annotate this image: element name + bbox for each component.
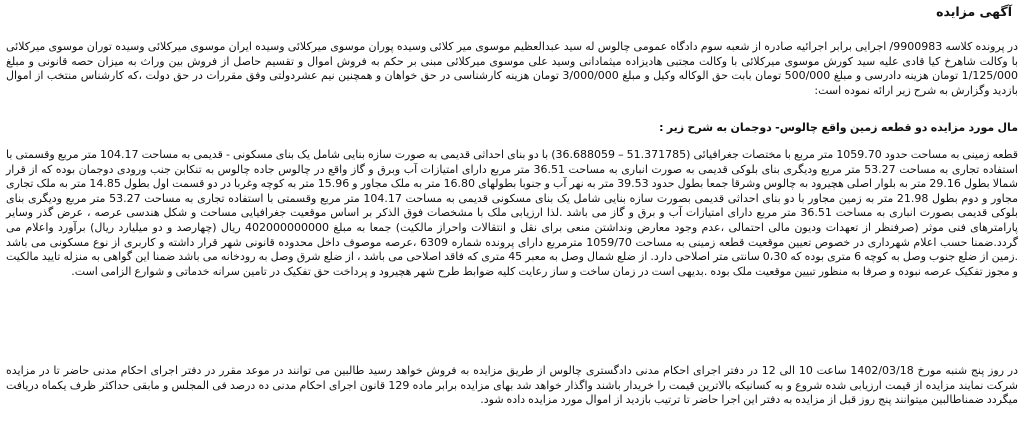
case-description-paragraph: در پرونده کلاسه 9900983/ اجرایی برابر اجرائیه صادره از شعبه سوم دادگاه عمومی چالوس له سید عبدالعظیم موسوی میر کلائی وسیده پوران موسوی میرکلائی وسیده ایران موسوی میرکلائی وسیده توران موسوی میرکلائی با وکالت شاهرخ کیا قادی علیه سید کورش موسوی میرکلائی با وکالت مجتبی هادیزاده میثمادانی وسید علی موسوی میرکلائی مبنی بر حکم به فروش اموال و تقسیم حاصل از فروش بین وراث به میزان حصه قانونی و مبلغ 1/125/000 تومان هزینه دادرسی و مبلغ 500/000 تومان بابت حق الوکاله وکیل و مبلغ 3/000/000 تومان هزینه کارشناسی در حق خواهان و همچنین نیم عشردولتی وفق مقررات در حق دولت ،که کارشناس منتخب از اموال بازدید وگزارش به شرح زیر ارائه نموده است: — [6, 40, 1019, 97]
notice-title: آگهی مزایده — [936, 4, 1012, 19]
property-description-paragraph: قطعه زمینی به مساحت حدود 1059.70 متر مربع با مختصات جغرافیائی (51.371785 – 36.688059) با دو بنای احداثی قدیمی به صورت سازه بنایی شامل یک بنای مسکونی - قدیمی به مساحت 104.17 متر مربع وقسمتی با استفاده تجاری به مساحت 53.27 متر مربع ودیگری بنای بلوکی قدیمی به صورت انباری به مساحت 36.51 متر مربع دارای امتیازات آب وبرق و گاز واقع در چالوس جاده چالوس به تنکابن جنب ورودی دوجمان بوده که از قرار شمالا بطول 29.16 متر به بلوار اصلی هچیرود به چالوس وشرقا جمعا بطول حدود 39.53 متر به نهر آب و جنوبا بطولهای 16.80 متر به ملک مجاور و 15.96 متر به کوچه وغربا در دو قسمت اول بطول 14.85 متر به ملک تجاری مجاور و دوم بطول 21.98 متر به زمین مجاور با دو بنای احداثی قدیمی بصورت سازه بنایی شامل یک بنای مسکونی قدیمی به مساحت 104.17 متر مربع وقسمتی با استفاده تجاری به مساحت 53.27 متر مربع ودیگری بنای بلوکی قدیمی بصورت انباری به مساحت 36.51 متر مربع دارای امتیازات آب و برق و گاز می باشد .لذا ارزیابی ملک با مشخصات فوق الذکر بر اساس موقعیت جغرافیایی مساحت و شکل هندسی عرصه ، عرض گذر وسایر پارامترهای فنی موثر (صرفنظر از تعهدات ودیون مالی احتمالی ،عدم وجود معارض ونداشتن منعی برای نقل و انتقالات واحراز مالکیت) جمعا به مبلغ 402000000000 ریال (چهارصد و دو میلیارد ریال) برآورد واعلام می گردد.ضمنا حسب اعلام شهرداری در خصوص تعیین موقعیت قطعه زمینی به مساحت 1059/70 مترمربع دارای پرونده شماره 6309 ،عرصه موصوف داخل محدوده قانونی شهر قرار داشته و کاربری از نوع مسکونی می باشد .زمین از ضلع جنوب وصل به کوچه 6 متری بوده که 0،30 سانتی متر اصلاحی دارد. از ضلع شمال وصل به معبر 45 متری که فاقد اصلاحی می باشد ، از ضلع شرق وصل به رودخانه می باشد ضمنا این گواهی به منزله تایید مالکیت و مجوز تفکیک عرصه نبوده و صرفا به منظور تبیین موقعیت ملک بوده .بدیهی است در زمان ساخت و ساز رعایت کلیه ضوابط طرح شهر هچیرود و پرداخت حق تفکیک در تامین سرانه خدماتی و شوارع الزامی است. — [6, 148, 1018, 278]
auction-item-heading: مال مورد مزایده دو قطعه زمین واقع چالوس- دوجمان به شرح زیر : — [659, 121, 1018, 134]
auction-notice — [6, 0, 1018, 446]
auction-schedule-paragraph: در روز پنج شنبه مورخ 1402/03/18 ساعت 10 الی 12 در دفتر اجرای احکام مدنی دادگستری چالوس از طریق مزایده به فروش خواهد رسید طالبین می توانند در موعد مقرر در دفتر اجرای احکام مدنی حاضر تا در مزایده شرکت نمایند مزایده از قیمت ارزیابی شده شروع و به کسانیکه بالاترین قیمت را خریدار باشند واگذار خواهد شد بهای مزایده برابر ماده 129 قانون اجرای احکام مدنی ده درصد فی المجلس و مابقی حداکثر ظرف یکماه دریافت میگردد ضمناطالبین میتوانند پنج روز قبل از مزایده به دفتر این اجرا حاضر تا ترتیب بازدید از اموال مورد مزایده داده شود. — [6, 364, 1018, 407]
